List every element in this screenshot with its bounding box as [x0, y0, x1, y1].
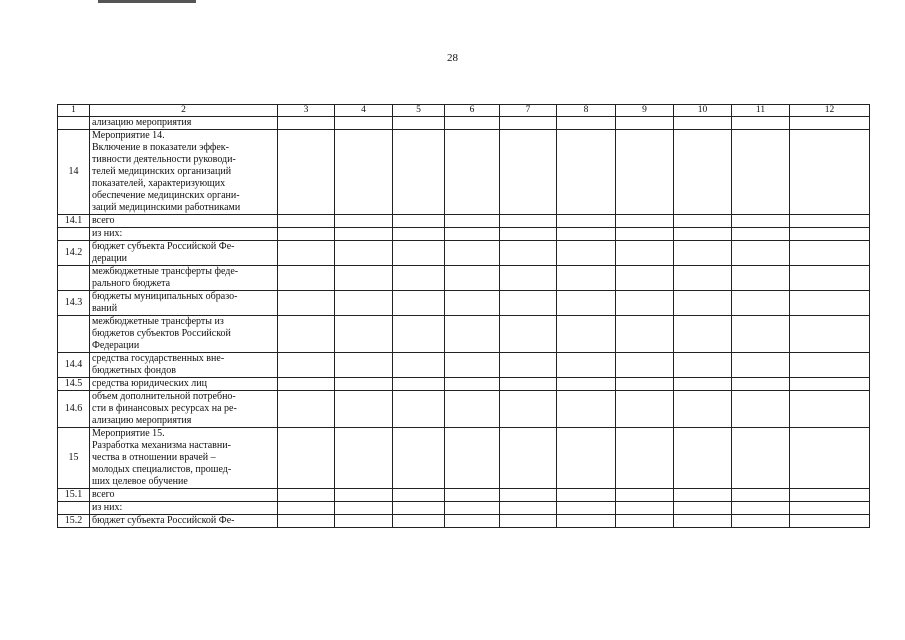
empty-cell: [557, 215, 616, 228]
empty-cell: [335, 130, 393, 215]
empty-cell: [278, 117, 335, 130]
empty-cell: [557, 428, 616, 489]
empty-cell: [557, 353, 616, 378]
table-body: [58, 117, 870, 528]
empty-cell: [335, 428, 393, 489]
page-number: 28: [447, 52, 458, 64]
col-header: 2: [90, 105, 278, 117]
empty-cell: [335, 391, 393, 428]
table-row: [58, 378, 870, 391]
col-header: 3: [278, 105, 335, 117]
empty-cell: [790, 117, 870, 130]
description-line: бюджет субъекта Российской Фе-: [92, 515, 235, 526]
empty-cell: [674, 130, 732, 215]
empty-cell: [790, 502, 870, 515]
empty-cell: [445, 489, 500, 502]
empty-cell: [790, 228, 870, 241]
empty-cell: [335, 117, 393, 130]
empty-cell: [393, 130, 445, 215]
empty-cell: [445, 353, 500, 378]
empty-cell: [445, 291, 500, 316]
empty-cell: [500, 316, 557, 353]
empty-cell: [445, 502, 500, 515]
empty-cell: [335, 266, 393, 291]
empty-cell: [674, 291, 732, 316]
empty-cell: [674, 353, 732, 378]
empty-cell: [616, 378, 674, 391]
row-description: [90, 215, 278, 228]
empty-cell: [674, 266, 732, 291]
col-header: 6: [445, 105, 500, 117]
empty-cell: [445, 515, 500, 528]
empty-cell: [278, 489, 335, 502]
row-description: [90, 428, 278, 489]
empty-cell: [445, 117, 500, 130]
empty-cell: [732, 316, 790, 353]
empty-cell: [278, 316, 335, 353]
empty-cell: [732, 515, 790, 528]
empty-cell: [616, 428, 674, 489]
row-number: 14.6: [58, 391, 90, 428]
description-line: всего: [92, 215, 115, 226]
empty-cell: [790, 291, 870, 316]
table-row: [58, 428, 870, 489]
empty-cell: [557, 316, 616, 353]
empty-cell: [500, 428, 557, 489]
empty-cell: [616, 502, 674, 515]
empty-cell: [500, 502, 557, 515]
row-description: [90, 130, 278, 215]
empty-cell: [732, 291, 790, 316]
empty-cell: [278, 130, 335, 215]
empty-cell: [790, 489, 870, 502]
empty-cell: [616, 215, 674, 228]
description-line: обеспечение медицинских органи-: [92, 190, 240, 201]
description-line: межбюджетные трансферты феде-: [92, 266, 239, 277]
table-row: [58, 353, 870, 378]
empty-cell: [445, 428, 500, 489]
description-line: рального бюджета: [92, 278, 171, 289]
table-row: [58, 502, 870, 515]
empty-cell: [790, 241, 870, 266]
empty-cell: [445, 266, 500, 291]
description-line: тивности деятельности руководи-: [92, 154, 236, 165]
empty-cell: [616, 117, 674, 130]
empty-cell: [557, 502, 616, 515]
description-line: ших целевое обучение: [92, 476, 188, 487]
row-number: [58, 316, 90, 353]
empty-cell: [616, 353, 674, 378]
description-line: ализацию мероприятия: [92, 117, 192, 128]
empty-cell: [278, 502, 335, 515]
empty-cell: [616, 228, 674, 241]
empty-cell: [500, 353, 557, 378]
empty-cell: [557, 130, 616, 215]
empty-cell: [790, 130, 870, 215]
empty-cell: [732, 489, 790, 502]
col-header: 4: [335, 105, 393, 117]
empty-cell: [335, 502, 393, 515]
empty-cell: [393, 266, 445, 291]
col-header: 7: [500, 105, 557, 117]
description-line: Включение в показатели эффек-: [92, 142, 229, 153]
empty-cell: [674, 378, 732, 391]
empty-cell: [557, 515, 616, 528]
description-line: бюджетных фондов: [92, 365, 176, 376]
empty-cell: [500, 241, 557, 266]
empty-cell: [393, 228, 445, 241]
empty-cell: [335, 215, 393, 228]
empty-cell: [790, 428, 870, 489]
empty-cell: [278, 215, 335, 228]
empty-cell: [732, 353, 790, 378]
empty-cell: [278, 228, 335, 241]
description-line: всего: [92, 489, 115, 500]
empty-cell: [278, 266, 335, 291]
row-description: [90, 378, 278, 391]
empty-cell: [335, 291, 393, 316]
empty-cell: [500, 130, 557, 215]
empty-cell: [393, 391, 445, 428]
empty-cell: [335, 353, 393, 378]
empty-cell: [500, 515, 557, 528]
row-number: [58, 228, 90, 241]
col-header: 10: [674, 105, 732, 117]
description-line: Мероприятие 14.: [92, 130, 165, 141]
empty-cell: [732, 266, 790, 291]
col-header: 8: [557, 105, 616, 117]
empty-cell: [732, 428, 790, 489]
empty-cell: [393, 117, 445, 130]
row-number: [58, 117, 90, 130]
empty-cell: [393, 378, 445, 391]
empty-cell: [557, 378, 616, 391]
empty-cell: [790, 353, 870, 378]
table-row: [58, 489, 870, 502]
empty-cell: [616, 130, 674, 215]
empty-cell: [335, 515, 393, 528]
description-line: Федерации: [92, 340, 140, 351]
empty-cell: [557, 241, 616, 266]
row-number: 14: [58, 130, 90, 215]
empty-cell: [790, 266, 870, 291]
empty-cell: [616, 391, 674, 428]
empty-cell: [500, 117, 557, 130]
empty-cell: [278, 515, 335, 528]
description-line: дерации: [92, 253, 128, 264]
empty-cell: [335, 316, 393, 353]
empty-cell: [790, 515, 870, 528]
description-line: чества в отношении врачей –: [92, 452, 216, 463]
row-number: 15: [58, 428, 90, 489]
empty-cell: [335, 228, 393, 241]
empty-cell: [393, 241, 445, 266]
row-number: 14.5: [58, 378, 90, 391]
row-number: 14.3: [58, 291, 90, 316]
empty-cell: [674, 241, 732, 266]
table-row: [58, 117, 870, 130]
empty-cell: [278, 378, 335, 391]
empty-cell: [732, 130, 790, 215]
empty-cell: [674, 316, 732, 353]
description-line: телей медицинских организаций: [92, 166, 232, 177]
empty-cell: [500, 489, 557, 502]
table-row: [58, 391, 870, 428]
empty-cell: [674, 489, 732, 502]
col-header: 5: [393, 105, 445, 117]
empty-cell: [790, 215, 870, 228]
table-row: [58, 266, 870, 291]
row-number: [58, 266, 90, 291]
description-line: ализацию мероприятия: [92, 415, 192, 426]
empty-cell: [557, 489, 616, 502]
row-number: [58, 502, 90, 515]
empty-cell: [790, 378, 870, 391]
empty-cell: [616, 316, 674, 353]
row-number: 14.2: [58, 241, 90, 266]
row-number: 15.2: [58, 515, 90, 528]
empty-cell: [445, 228, 500, 241]
description-line: Разработка механизма наставни-: [92, 440, 231, 451]
empty-cell: [557, 266, 616, 291]
empty-cell: [393, 515, 445, 528]
description-line: бюджетов субъектов Российской: [92, 328, 231, 339]
empty-cell: [557, 291, 616, 316]
empty-cell: [445, 215, 500, 228]
empty-cell: [500, 228, 557, 241]
empty-cell: [445, 378, 500, 391]
empty-cell: [616, 489, 674, 502]
table-row: [58, 241, 870, 266]
empty-cell: [500, 378, 557, 391]
empty-cell: [732, 391, 790, 428]
empty-cell: [393, 215, 445, 228]
table-row: [58, 228, 870, 241]
description-line: средства юридических лиц: [92, 378, 207, 389]
empty-cell: [674, 515, 732, 528]
empty-cell: [732, 117, 790, 130]
empty-cell: [278, 391, 335, 428]
table-row: [58, 316, 870, 353]
description-line: молодых специалистов, прошед-: [92, 464, 232, 475]
empty-cell: [445, 130, 500, 215]
empty-cell: [278, 428, 335, 489]
row-description: [90, 266, 278, 291]
empty-cell: [616, 291, 674, 316]
description-line: бюджет субъекта Российской Фе-: [92, 241, 235, 252]
row-description: [90, 489, 278, 502]
empty-cell: [616, 266, 674, 291]
row-description: [90, 316, 278, 353]
budget-table: [57, 104, 870, 528]
description-line: сти в финансовых ресурсах на ре-: [92, 403, 237, 414]
empty-cell: [335, 378, 393, 391]
row-number: 15.1: [58, 489, 90, 502]
row-description: [90, 353, 278, 378]
empty-cell: [616, 515, 674, 528]
table-row: [58, 515, 870, 528]
row-description: [90, 291, 278, 316]
col-header: 1: [58, 105, 90, 117]
empty-cell: [335, 241, 393, 266]
row-description: [90, 502, 278, 515]
empty-cell: [790, 316, 870, 353]
empty-cell: [445, 391, 500, 428]
empty-cell: [278, 241, 335, 266]
empty-cell: [674, 428, 732, 489]
empty-cell: [393, 489, 445, 502]
col-header: 12: [790, 105, 870, 117]
empty-cell: [500, 215, 557, 228]
empty-cell: [500, 266, 557, 291]
row-number: 14.1: [58, 215, 90, 228]
empty-cell: [278, 291, 335, 316]
row-description: [90, 228, 278, 241]
empty-cell: [445, 316, 500, 353]
empty-cell: [278, 353, 335, 378]
empty-cell: [732, 241, 790, 266]
empty-cell: [557, 228, 616, 241]
empty-cell: [393, 291, 445, 316]
empty-cell: [393, 316, 445, 353]
empty-cell: [732, 228, 790, 241]
row-description: [90, 241, 278, 266]
row-description: [90, 515, 278, 528]
description-line: из них:: [92, 502, 123, 513]
empty-cell: [557, 391, 616, 428]
description-line: заций медицинскими работниками: [92, 202, 241, 213]
description-line: показателей, характеризующих: [92, 178, 226, 189]
table-row: [58, 215, 870, 228]
empty-cell: [674, 117, 732, 130]
empty-cell: [335, 489, 393, 502]
table-row: [58, 291, 870, 316]
description-line: ваний: [92, 303, 118, 314]
empty-cell: [393, 353, 445, 378]
table-row: [58, 130, 870, 215]
empty-cell: [616, 241, 674, 266]
row-description: [90, 391, 278, 428]
description-line: Мероприятие 15.: [92, 428, 165, 439]
empty-cell: [674, 215, 732, 228]
empty-cell: [393, 502, 445, 515]
col-header: 11: [732, 105, 790, 117]
col-header: 9: [616, 105, 674, 117]
empty-cell: [674, 391, 732, 428]
empty-cell: [732, 215, 790, 228]
empty-cell: [500, 391, 557, 428]
description-line: из них:: [92, 228, 123, 239]
empty-cell: [732, 378, 790, 391]
empty-cell: [674, 502, 732, 515]
description-line: межбюджетные трансферты из: [92, 316, 224, 327]
header-row: [58, 105, 870, 117]
top-scan-mark: [98, 0, 196, 3]
row-number: 14.4: [58, 353, 90, 378]
empty-cell: [557, 117, 616, 130]
empty-cell: [732, 502, 790, 515]
empty-cell: [500, 291, 557, 316]
empty-cell: [445, 241, 500, 266]
row-description: [90, 117, 278, 130]
empty-cell: [393, 428, 445, 489]
description-line: объем дополнительной потребно-: [92, 391, 236, 402]
empty-cell: [790, 391, 870, 428]
description-line: бюджеты муниципальных образо-: [92, 291, 238, 302]
empty-cell: [674, 228, 732, 241]
description-line: средства государственных вне-: [92, 353, 225, 364]
